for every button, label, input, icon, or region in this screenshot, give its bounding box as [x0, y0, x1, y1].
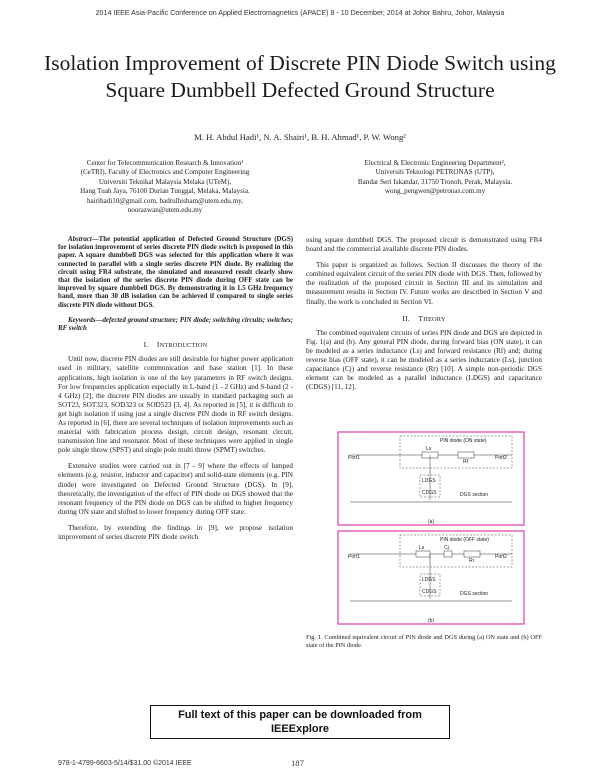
- section-title-rest: NTRODUCTION: [159, 342, 208, 350]
- cj-label: Cj: [444, 545, 449, 551]
- abstract-label: Abstract: [68, 236, 92, 243]
- port1-label: Port1: [348, 455, 360, 461]
- circuit-diagram-off-state: [330, 529, 530, 628]
- keywords-text: —defected ground structure; PIN diode; switching circuits; switches; RF switch: [58, 316, 293, 333]
- section-initial: I: [156, 340, 160, 350]
- abstract: [58, 236, 293, 310]
- affiliation-line: Hang Tuah Jaya, 76100 Durian Tunggal, Melaka, Malaysia.: [80, 187, 250, 196]
- ls-label: Ls: [419, 545, 425, 551]
- affiliation-line: Center for Telecommunication Research & Innovation¹: [86, 159, 244, 167]
- circuit-diagram-on-state: [330, 430, 530, 529]
- section-number: I.: [143, 340, 149, 350]
- author-list: M. H. Abdul Hadi¹, N. A. Shairi¹, B. H. Ahmad¹, P. W. Wong²: [194, 132, 406, 142]
- paper-title: Isolation Improvement of Discrete PIN Diode Switch using Square Dumbbell Defected Ground Structure: [44, 51, 556, 102]
- section-initial: T: [418, 313, 424, 323]
- affiliation-line: Universiti Teknikal Malaysia Melaka (UTeM),: [98, 177, 232, 186]
- body-paragraph: Therefore, by extending the findings in [9], we propose isolation improvement of series discrete PIN diode switch: [58, 523, 293, 542]
- body-paragraph: using square dumbbell DGS. The proposed circuit is demonstrated using FR4 board and the commercial available discrete PIN diodes.: [306, 236, 542, 254]
- resistor-rr: [464, 551, 480, 557]
- section-number: II.: [402, 313, 410, 323]
- page-number: 187: [291, 758, 304, 768]
- abstract-text: —The potential application of Defected Ground Structure (DGS) for isolation improvement of series discrete PIN diode switch is proposed in this paper. A square dumbbell DGS was selected for this application where it was connected in parallel with a single series discrete PIN diode. By realizing the circuit using FR4 substrate, the simulated and measured result clearly show that the isolation of the series discrete PIN diode during OFF state can be improved by square dumbbell DGS. By demonstrating it in 1.5 GHz frequency band, more than 30 dB isolation can be achieved if compared to single series discrete PIN diode without DGS.: [58, 236, 293, 309]
- cdgs-label: CDGS: [422, 490, 437, 496]
- affiliation-line: Electrical & Electronic Engineering Department²,: [364, 159, 506, 167]
- affiliation-line: Universiti Teknologi PETRONAS (UTP),: [375, 168, 495, 177]
- pin-diode-label: PIN diode (ON state): [440, 438, 487, 444]
- port1-label: Port1: [348, 554, 360, 560]
- right-column: [306, 236, 542, 392]
- body-paragraph: Until now, discrete PIN diodes are still desirable for higher power application used in military, satellite communication and base station [1]. In these applications, high isolation is one of the key parameters in RF switch designs. For low frequencies application especially in L-band (1 - 2 GHz) and S-band (2 - 4 GHz) [2], the discrete PIN diodes are usually in standard packaging such as SOT23, SOT323, SOD323 or SOD523 [3, 4]. As reported in [5], it is difficult to get high isolation if using just a single discrete PIN diode in RF switch designs. As reported in [6], there are several techniques of isolation improvements such as material with fabrication process design, circuit design, resonant circuit, transmission line and resonator. Most of these techniques were applied in single pole single throw (SPST) and single pole multi throw (SPMT) switches.: [58, 355, 293, 455]
- resistor-rf: [458, 452, 474, 458]
- download-notice: Full text of this paper can be downloaded from IEEExplore: [150, 705, 450, 739]
- isbn-footer: 978-1-4799-6603-5/14/$31.00 ©2014 IEEE: [58, 760, 192, 767]
- figure-caption: Fig. 1. Combined equivalent circuit of PIN diode and DGS during (a) ON state and (b) OFF state of the PIN diode.: [306, 634, 542, 650]
- rr-label: Rr: [469, 558, 475, 564]
- ldgs-label: LDGS: [422, 478, 436, 484]
- port2-label: Port2: [495, 455, 507, 461]
- ls-label: Ls: [426, 446, 432, 452]
- subfigure-a-label: (a): [428, 519, 435, 525]
- affiliation-email: hairihadi10@gmail.com, badrulhisham@utem.edu.my,: [86, 196, 244, 205]
- capacitor-cj: [444, 551, 452, 557]
- figure-1: [330, 430, 530, 628]
- section-heading-introduction: [58, 340, 293, 350]
- body-paragraph: This paper is organized as follows. Section II discusses the theory of the combined equivalent circuit of the series PIN diode with DGS. Then, followed by the realization of the proposed circuit in Section III and its simulation and measurement results in Section IV. Future works are described in Section V and finally, the work is concluded in Section VI.: [306, 261, 542, 306]
- affiliation-line: Bandar Seri Iskandar, 31750 Tronoh, Perak, Malaysia.: [357, 177, 513, 186]
- dgs-section-label: DGS section: [460, 492, 489, 498]
- affiliation-email: wong_pengwen@petronas.com.my: [384, 187, 486, 196]
- pin-diode-label: PIN diode (OFF state): [440, 537, 489, 543]
- rf-label: Rf: [463, 459, 468, 465]
- ldgs-label: LDGS: [422, 577, 436, 583]
- port2-label: Port2: [495, 554, 507, 560]
- affiliation-email: noorazwan@utem.edu.my: [127, 206, 203, 215]
- body-paragraph: The combined equivalent circuits of series PIN diode and DGS are depicted in Fig. 1(a) and (b). Any general PIN diode, during forward bias (ON state), it can be modeled as a series inductance (Ls) and forward resistance (Rf) and; during reverse bias (OFF state), it can be modeled as a series inductance (Ls), junction capacitance (Cj) and reverse resistance (Rr) [10]. A simple non-periodic DGS element can be modeled as a parallel inductance (LDGS) and capacitance (CDGS) [11, 12].: [306, 328, 542, 392]
- keywords: [58, 317, 293, 333]
- body-paragraph: Extensive studies were carried out in [7 - 9] where the effects of lumped elements (e.g. resistor, inductor and capacitor) and solid-state elements (e.g. PIN diode) were investigated on Defected Ground Structure (DGS). In [9], theoretically, the investigation of the effect of PIN diode on DGS showed that the resonant frequency of the PIN diode on DGS can be shifted to higher frequency during ON state and shifted to lower frequency during OFF state.: [58, 462, 293, 516]
- section-heading-theory: [306, 314, 542, 324]
- subfigure-b-label: (b): [428, 618, 435, 624]
- inductor-ls: [416, 551, 430, 557]
- section-title-rest: HEORY: [423, 315, 446, 323]
- keywords-label: Keywords: [68, 316, 96, 324]
- conference-header: 2014 IEEE Asia-Pacific Conference on Applied Electromagnetics (APACE) 8 - 10 December, 2014 at Johor Bahru, Johor, Malaysia: [95, 9, 505, 17]
- left-column: [58, 236, 293, 542]
- dgs-section-label: DGS section: [460, 591, 489, 597]
- affiliation-utp: [310, 159, 560, 197]
- affiliation-utem: [40, 159, 290, 215]
- cdgs-label: CDGS: [422, 589, 437, 595]
- affiliation-line: (CeTRI), Faculty of Electronics and Computer Engineering: [80, 168, 250, 177]
